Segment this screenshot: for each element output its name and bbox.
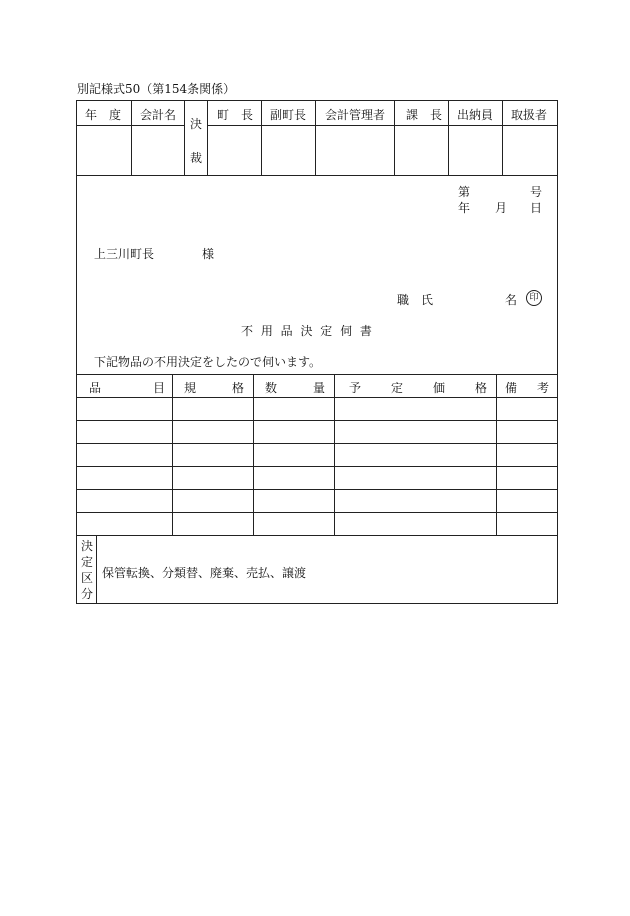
number-suffix: 号 xyxy=(530,185,543,199)
header-mayor: 町 長 xyxy=(217,108,254,122)
header-account-name: 会計名 xyxy=(140,108,177,122)
position-name-label: 職 氏 xyxy=(397,293,434,307)
col-header-spec: 規 格 xyxy=(184,381,244,395)
col-header-item: 品 目 xyxy=(89,381,165,395)
name-label: 名 xyxy=(505,293,518,307)
decision-classification-label: 決 定 区 分 xyxy=(81,539,94,601)
number-prefix: 第 xyxy=(458,185,471,199)
col-header-remarks: 備 考 xyxy=(505,381,549,395)
header-decision-top: 決 xyxy=(190,117,203,131)
col-header-planned-price: 予 定 価 格 xyxy=(349,381,487,395)
header-year: 年 度 xyxy=(85,108,122,122)
seal-mark: 印 xyxy=(526,290,542,306)
header-handler: 取扱者 xyxy=(511,108,548,122)
form-frame xyxy=(76,100,558,604)
addressee-honorific: 様 xyxy=(202,247,215,261)
header-deputy-mayor: 副町長 xyxy=(270,108,307,122)
date-day-label: 日 xyxy=(530,201,543,215)
document-title: 不 用 品 決 定 伺 書 xyxy=(241,324,374,338)
form-caption: 別記様式50（第154条関係） xyxy=(77,82,236,96)
header-section-chief: 課 長 xyxy=(406,108,443,122)
document-body-text: 下記物品の不用決定をしたので伺います。 xyxy=(94,355,322,369)
header-treasurer: 出納員 xyxy=(457,108,494,122)
decision-options: 保管転換、分類替、廃棄、売払、譲渡 xyxy=(102,566,307,580)
col-header-quantity: 数 量 xyxy=(265,381,325,395)
header-accounting-manager: 会計管理者 xyxy=(325,108,386,122)
date-year-label: 年 xyxy=(458,201,471,215)
header-decision-bottom: 裁 xyxy=(190,151,203,165)
addressee: 上三川町長 xyxy=(94,247,155,261)
date-month-label: 月 xyxy=(495,201,508,215)
